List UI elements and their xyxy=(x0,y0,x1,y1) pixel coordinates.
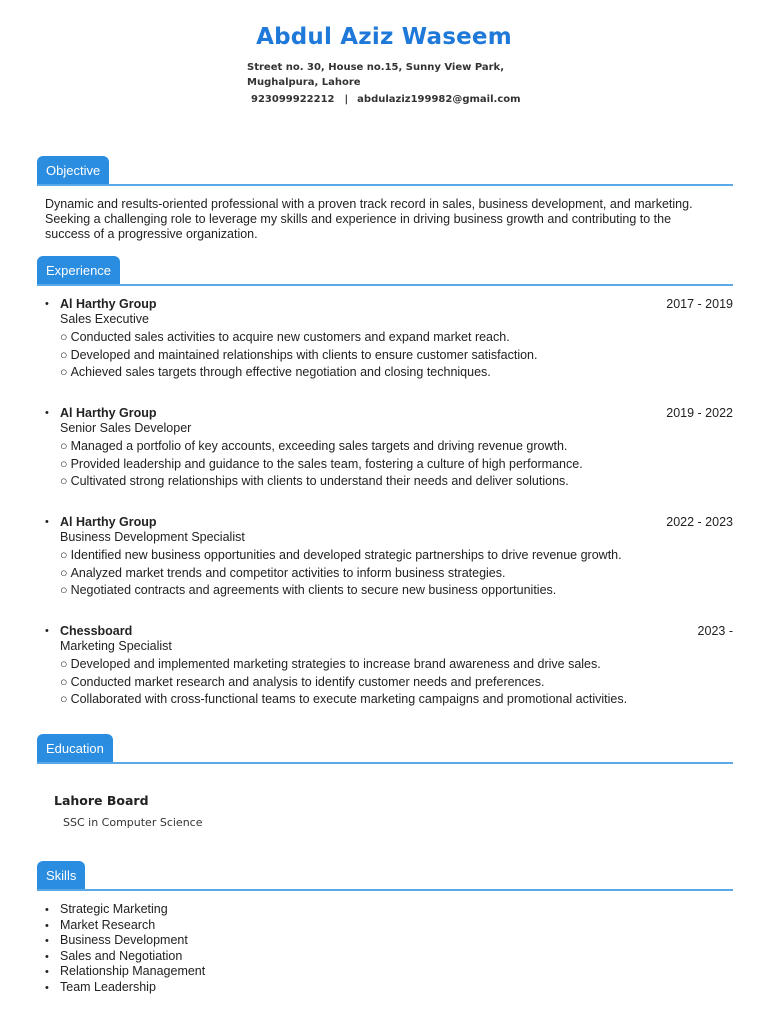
circle-bullet-icon: ○ xyxy=(60,548,68,562)
candidate-name: Abdul Aziz Waseem xyxy=(256,24,512,50)
job-dates: 2019 - 2022 xyxy=(666,406,733,420)
section-title-objective: Objective xyxy=(37,156,109,185)
job-duties xyxy=(60,547,733,600)
job-duties xyxy=(60,438,733,491)
job-duty: ○ Cultivated strong relationships with clients to understand their needs and deliver solutions. xyxy=(60,474,569,488)
job-duty: ○ Collaborated with cross-functional teams to execute marketing campaigns and promotional activities. xyxy=(60,692,628,706)
job-company: Chessboard xyxy=(60,624,133,638)
skill-item: • Strategic Marketing xyxy=(45,902,168,916)
bullet-icon: • xyxy=(45,981,49,994)
skill-item: • Business Development xyxy=(45,933,188,948)
section-title-skills: Skills xyxy=(37,861,85,890)
section-divider xyxy=(37,284,733,286)
email-address: abdulaziz199982@gmail.com xyxy=(357,94,521,105)
circle-bullet-icon: ○ xyxy=(60,474,68,488)
circle-bullet-icon: ○ xyxy=(60,565,68,580)
objective-section-header xyxy=(37,156,733,186)
bullet-icon: • xyxy=(45,407,49,419)
bullet-icon: • xyxy=(45,298,49,310)
education-degree: SSC in Computer Science xyxy=(63,816,203,829)
job-role: Senior Sales Developer xyxy=(60,421,192,435)
job-duty: ○ Provided leadership and guidance to the sales team, fostering a culture of high performance. xyxy=(60,456,583,471)
job-role: Marketing Specialist xyxy=(60,639,172,653)
circle-bullet-icon: ○ xyxy=(60,439,68,453)
job-company: Al Harthy Group xyxy=(60,297,157,311)
section-divider xyxy=(37,184,733,186)
bullet-icon: • xyxy=(45,950,49,963)
education-section-header xyxy=(37,734,733,764)
job-duties xyxy=(60,656,733,709)
job-duty: ○ Developed and maintained relationships with clients to ensure customer satisfaction. xyxy=(60,347,538,362)
job-entry xyxy=(45,406,733,491)
skill-item: • Relationship Management xyxy=(45,964,206,979)
bullet-icon: • xyxy=(45,935,49,948)
job-dates: 2023 - xyxy=(697,624,733,638)
circle-bullet-icon: ○ xyxy=(60,347,68,362)
skill-item: • Sales and Negotiation xyxy=(45,948,183,963)
job-duty: ○ Conducted sales activities to acquire new customers and expand market reach. xyxy=(60,330,510,344)
contact-separator: | xyxy=(344,94,349,105)
bullet-icon: • xyxy=(45,919,49,932)
circle-bullet-icon: ○ xyxy=(60,456,68,471)
skills-section-header xyxy=(37,861,733,891)
section-title-education: Education xyxy=(37,734,113,763)
job-entry xyxy=(45,515,733,600)
section-divider xyxy=(37,762,733,764)
circle-bullet-icon: ○ xyxy=(60,330,68,344)
experience-section-header xyxy=(37,256,733,286)
job-entry xyxy=(45,297,733,382)
job-entry xyxy=(45,624,733,709)
job-company: Al Harthy Group xyxy=(60,515,157,529)
bullet-icon: • xyxy=(45,904,49,916)
bullet-icon: • xyxy=(45,966,49,979)
address: Street no. 30, House no.15, Sunny View Park, Mughalpura, Lahore xyxy=(247,62,505,88)
skill-item: • Team Leadership xyxy=(45,979,156,994)
job-company: Al Harthy Group xyxy=(60,406,157,420)
job-role: Business Development Specialist xyxy=(60,530,245,544)
circle-bullet-icon: ○ xyxy=(60,365,68,379)
objective-text: Dynamic and results-oriented professional with a proven track record in sales, business development, and marketing. Seeking a challenging role to leverage my skills and experience in driving business growth and contributing to the success of a progressive organization. xyxy=(45,197,693,241)
circle-bullet-icon: ○ xyxy=(60,674,68,689)
job-duty: ○ Negotiated contracts and agreements with clients to secure new business opportunities. xyxy=(60,583,557,597)
bullet-icon: • xyxy=(45,625,49,637)
job-dates: 2017 - 2019 xyxy=(666,297,733,311)
job-duty: ○ Identified new business opportunities and developed strategic partnerships to drive revenue growth. xyxy=(60,548,622,562)
skills-list xyxy=(45,902,205,996)
contact-line xyxy=(251,94,521,105)
section-title-experience: Experience xyxy=(37,256,120,285)
circle-bullet-icon: ○ xyxy=(60,657,68,671)
job-duty: ○ Analyzed market trends and competitor activities to inform business strategies. xyxy=(60,565,506,580)
education-school: Lahore Board xyxy=(54,793,149,808)
section-divider xyxy=(37,889,733,891)
skill-item: • Market Research xyxy=(45,917,156,932)
job-duty: ○ Conducted market research and analysis to identify customer needs and preferences. xyxy=(60,674,545,689)
circle-bullet-icon: ○ xyxy=(60,583,68,597)
job-duties xyxy=(60,329,733,382)
phone-number: 923099922212 xyxy=(251,94,335,105)
job-role: Sales Executive xyxy=(60,312,149,326)
bullet-icon: • xyxy=(45,516,49,528)
job-duty: ○ Developed and implemented marketing strategies to increase brand awareness and drive sales. xyxy=(60,657,601,671)
job-dates: 2022 - 2023 xyxy=(666,515,733,529)
circle-bullet-icon: ○ xyxy=(60,692,68,706)
job-duty: ○ Achieved sales targets through effective negotiation and closing techniques. xyxy=(60,365,491,379)
job-duty: ○ Managed a portfolio of key accounts, exceeding sales targets and driving revenue growth. xyxy=(60,439,568,453)
